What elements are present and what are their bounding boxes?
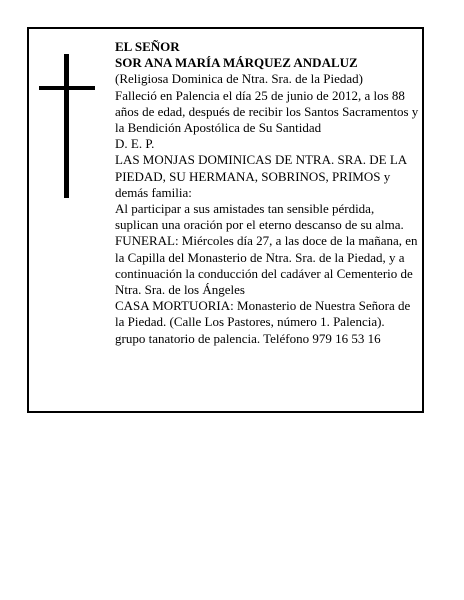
- cross-vertical-bar: [64, 54, 69, 198]
- death-statement: Falleció en Palencia el día 25 de junio de 2012, a los 88 años de edad, después de recibir los Santos Sacramentos y la Bendición Apostólica de Su Santidad: [115, 87, 419, 136]
- wake-house: CASA MORTUORIA: Monasterio de Nuestra Señora de la Piedad. (Calle Los Pastores, número 1. Palencia).: [115, 298, 411, 330]
- latin-cross-icon: [39, 54, 95, 198]
- header-title: EL SEÑOR: [115, 39, 180, 54]
- request-text: Al participar a sus amistades tan sensible pérdida, suplican una oración por el eterno descanso de su alma.: [115, 201, 404, 233]
- obituary-text: [115, 39, 420, 347]
- rip-text: D. E. P.: [115, 136, 155, 152]
- religious-order: (Religiosa Dominica de Ntra. Sra. de la Piedad): [115, 71, 364, 87]
- mourners-text: LAS MONJAS DOMINICAS DE NTRA. SRA. DE LA PIEDAD, SU HERMANA, SOBRINOS, PRIMOS y demás familia:: [115, 152, 407, 200]
- cross-horizontal-bar: [39, 86, 95, 90]
- deceased-name: SOR ANA MARÍA MÁRQUEZ ANDALUZ: [115, 55, 358, 71]
- funeral-home: grupo tanatorio de palencia. Teléfono 979 16 53 16: [115, 330, 381, 346]
- funeral-details: FUNERAL: Miércoles día 27, a las doce de la mañana, en la Capilla del Monasterio de Ntra. Sra. de la Piedad, y a continuación la conducción del cadáver al Cementerio de Ntra. Sra. de los Ángeles: [115, 233, 418, 298]
